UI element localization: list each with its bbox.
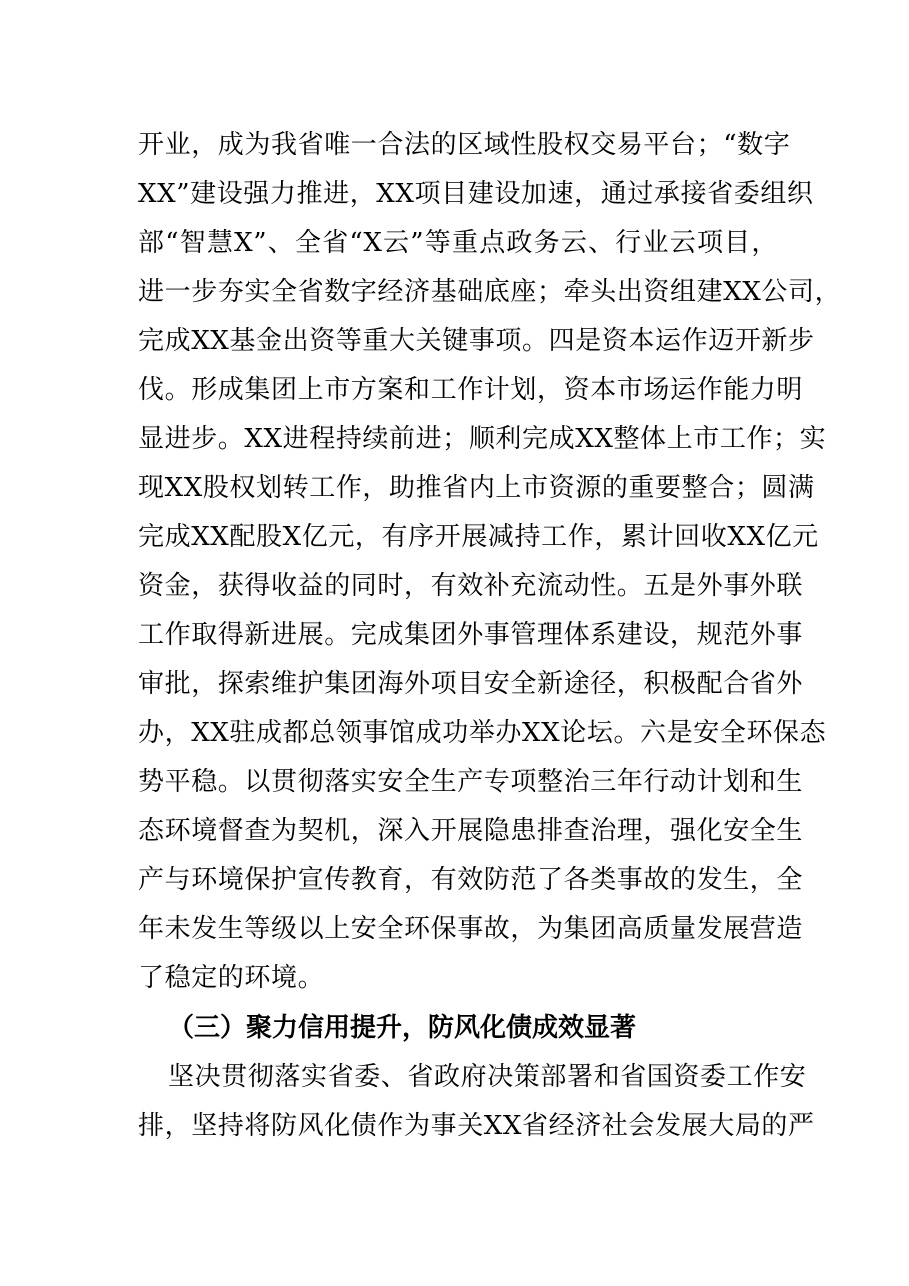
paragraph-line: 排，坚持将防风化债作为事关XX省经济社会发展大局的严	[138, 1111, 815, 1141]
paragraph-line: 工作取得新进展。完成集团外事管理体系建设，规范外事	[138, 620, 804, 650]
paragraph-line: 资金，获得收益的同时，有效补充流动性。五是外事外联	[138, 571, 804, 601]
paragraph-line: XX”建设强力推进，XX项目建设加速，通过承接省委组织	[138, 179, 814, 209]
paragraph-line: 坚决贯彻落实省委、省政府决策部署和省国资委工作安	[168, 1062, 807, 1092]
paragraph-line: 年未发生等级以上安全环保事故，为集团高质量发展营造	[138, 914, 804, 944]
paragraph-line: 了稳定的环境。	[138, 963, 325, 993]
paragraph-line: 完成XX基金出资等重大关键事项。四是资本运作迈开新步	[138, 326, 815, 356]
paragraph-line: 势平稳。以贯彻落实安全生产专项整治三年行动计划和生	[138, 767, 804, 797]
paragraph-line: 现XX股权划转工作，助推省内上市资源的重要整合；圆满	[138, 473, 815, 503]
paragraph-line: 部“智慧X”、全省“X云”等重点政务云、行业云项目，	[138, 228, 778, 258]
paragraph-line: 态环境督查为契机，深入开展隐患排查治理，强化安全生	[138, 816, 804, 846]
paragraph-line: 进一步夯实全省数字经济基础底座；牵头出资组建XX公司，	[138, 277, 842, 307]
paragraph-line: 办，XX驻成都总领事馆成功举办XX论坛。六是安全环保态	[138, 718, 827, 748]
paragraph-line: 完成XX配股X亿元，有序开展减持工作，累计回收XX亿元	[138, 522, 819, 552]
paragraph-line: 显进步。XX进程持续前进；顺利完成XX整体上市工作；实	[138, 424, 827, 454]
paragraph-line: 伐。形成集团上市方案和工作计划，资本市场运作能力明	[138, 375, 804, 405]
paragraph-line: 产与环境保护宣传教育，有效防范了各类事故的发生，全	[138, 865, 804, 895]
section-heading: （三）聚力信用提升，防风化债成效显著	[168, 1013, 637, 1043]
paragraph-line: 审批，探索维护集团海外项目安全新途径，积极配合省外	[138, 669, 804, 699]
paragraph-line: 开业，成为我省唯一合法的区域性股权交易平台；“数字	[138, 130, 791, 160]
